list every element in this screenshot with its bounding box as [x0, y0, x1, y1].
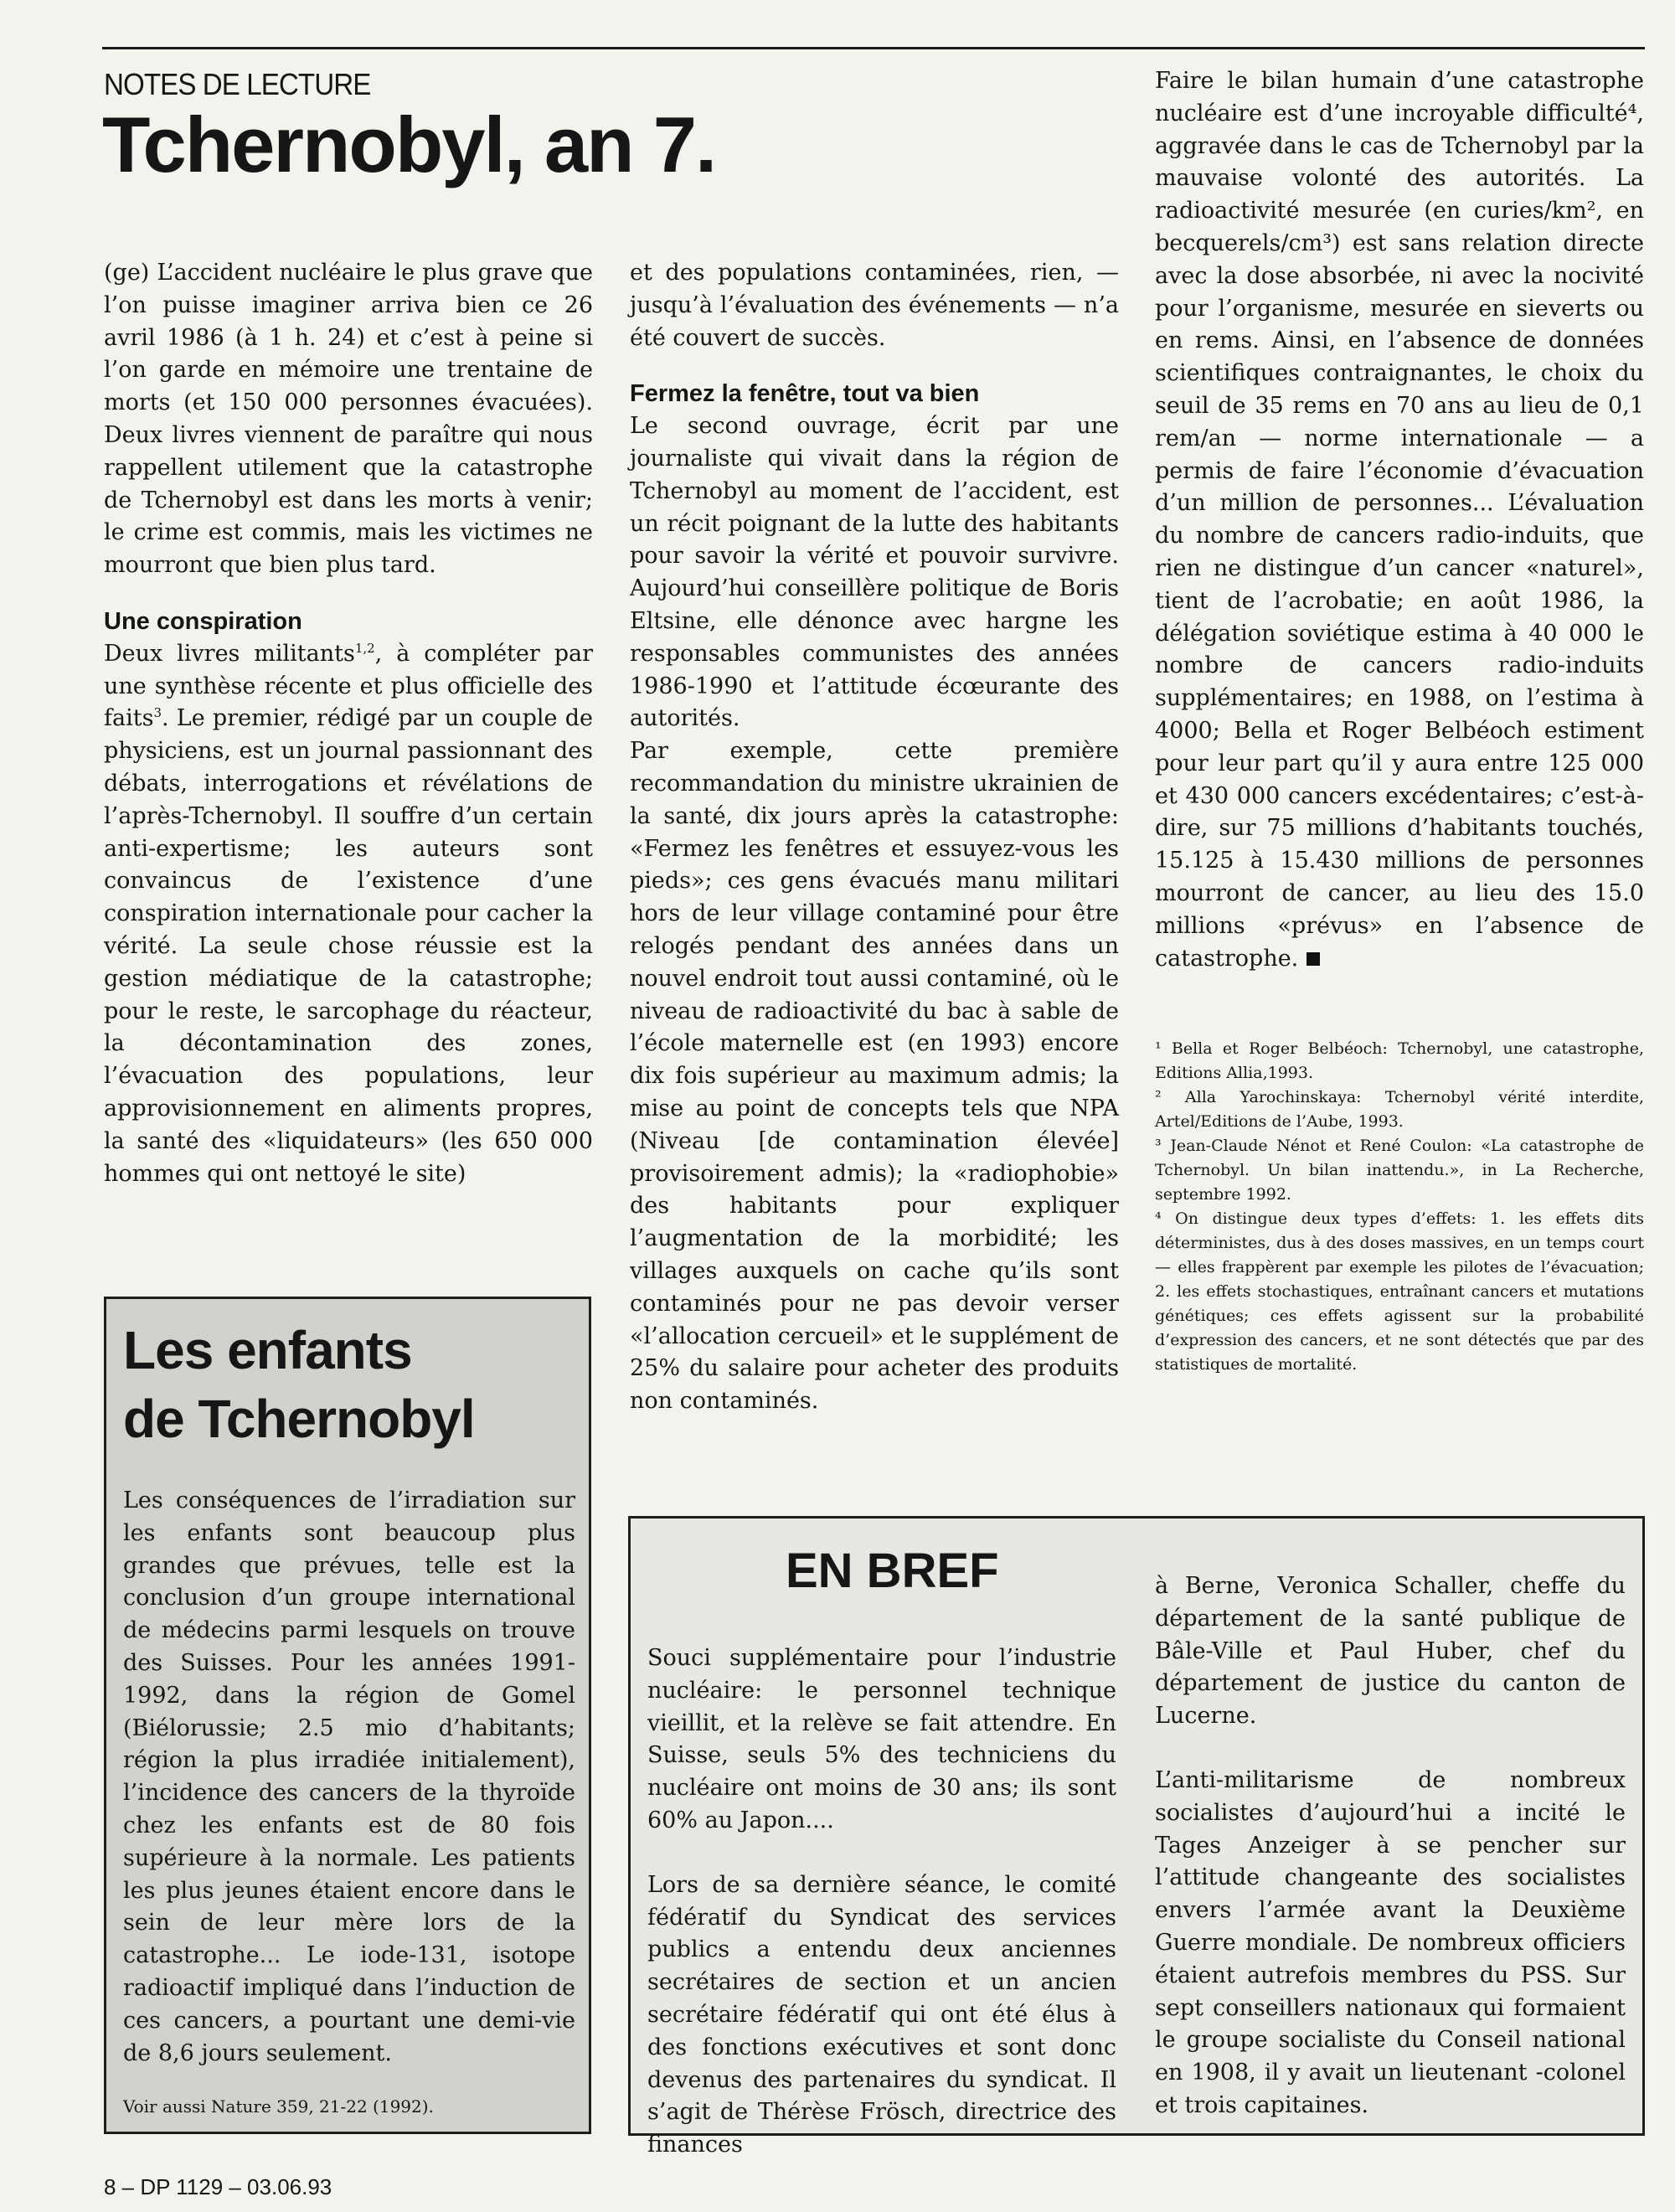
subheading-fenetre: Fermez la fenêtre, tout va bien — [630, 380, 980, 408]
article-column-1 — [104, 257, 593, 1190]
bilan-paragraph: Faire le bilan humain d’une catastrophe nucléaire est d’une incroyable difficulté⁴, aggravée dans le cas de Tchernobyl par la mauvaise volonté des autorités. La radioactivité mesurée (en curies/km², en becquerels/cm³) est sans relation directe avec la dose absorbée, ni avec la nocivité pour l’organisme, mesurée en sieverts ou en rems. Ainsi, en l’absence de données scientifiques contraignantes, le choix du seuil de 35 rems en 70 ans au lieu de 0,1 rem/an — norme internationale — a permis de faire l’économie d’évacuation d’un million de personnes... L’évaluation du nombre de cancers radio-induits, que rien ne distingue d’un cancer «naturel», tient de l’acrobatie; en août 1986, la délégation soviétique estima à 40 000 le nombre de cancers radio-induits supplémentaires; en 1988, on l’estima à 4000; Bella et Roger Belbéoch estiment pour leur part qu’il y aura entre 125 000 et 430 000 cancers excédentaires; c’est-à-dire, sur 75 millions d’habitants touchés, 15.125 à 15.430 millions de personnes mourront de cancer, au lieu des 15.0 millions «prévus» en l’absence de catastrophe. — [1155, 68, 1644, 972]
sidebar-title: Les enfants de Tchernobyl — [123, 1320, 475, 1449]
end-mark-icon — [1306, 952, 1320, 966]
brief-item-antimilitarisme: L’anti-militarisme de nombreux socialistes d’aujourd’hui a incité le Tages Anzeiger à se pencher sur l’attitude changeante des socialistes envers l’armée avant la Deuxième Guerre mondiale. De nombreux officiers étaient autrefois membres du PSS. Sur sept conseillers nationaux qui formaient le groupe socialiste du Conseil national en 1908, il y avait un lieutenant -colonel et trois capitaines. — [1155, 1766, 1626, 2118]
footnote-ref: 3 — [153, 705, 162, 721]
top-rule — [102, 47, 1645, 49]
article-title: Tchernobyl, an 7. — [102, 101, 716, 188]
intro-paragraph: (ge) L’accident nucléaire le plus grave que l’on puisse imaginer arriva bien ce 26 avril 1986 (à 1 h. 24) et c’est à peine si l’on garde en mémoire une trentaine de morts (et 150 000 personnes évacuées). Deux livres viennent de paraître qui nous rappellent utilement que la catastrophe de Tchernobyl est dans les morts à venir; le crime est commis, mais les victimes ne mourront que bien plus tard. — [104, 260, 593, 579]
sidebar-box-enfants — [104, 1297, 591, 2134]
footnote-ref: 1,2 — [354, 640, 375, 656]
example-paragraph: Par exemple, cette première recommandation du ministre ukrainien de la santé, dix jours après la catastrophe: «Fermez les fenêtres et essuyez-vous les pieds»; ces gens évacués manu militari hors de leur village contaminé pour être relogés pendant des années dans un nouvel endroit tout aussi contaminé, où le niveau de radioactivité du bac à sable de l’école maternelle est (en 1993) encore dix fois supérieur au maximum admis; la mise au point de concepts tels que NPA (Niveau [de contamination élevée] provisoirement admis); la «radiophobie» des habitants pour expliquer l’augmentation de la morbidité; les villages auxquels on cache qu’ils sont contaminés pour ne pas devoir verser «l’allocation cercueil» et le supplément de 25% du salaire pour acheter des produits non contaminés. — [630, 738, 1119, 1415]
brief-item-syndicat-cont: à Berne, Veronica Schaller, cheffe du département de la santé publique de Bâle-Ville et Paul Huber, chef du département de justice du canton de Lucerne. — [1155, 1573, 1626, 1730]
footnote-4: ⁴ On distingue deux types d’effets: 1. les effets dits déterministes, dus à des doses massives, en un temps court — elles frappèrent par exemple les pilotes de l’évacuation; 2. les effets stochastiques, entraînant cancers et mutations génétiques; ces effets agissent sur la probabilité d’expression des cancers, et ne sont détectés que par des statistiques de mortalité. — [1155, 1209, 1644, 1374]
footnotes — [1155, 1037, 1644, 1377]
conspiration-paragraph: Deux livres militants$^{1,2}$, à compléter par une synthèse récente et plus officielle des faits$^3$. Le premier, rédigé par un couple de physiciens, est un journal passionnant des débats, interrogations et révélations de l’après-Tchernobyl. Il souffre d’un certain anti-expertisme; les auteurs sont convaincus de l’existence d’une conspiration internationale pour cacher la vérité. La seule chose réussie est la gestion médiatique de la catastrophe; pour le reste, le sarcophage du réacteur, la décontamination des zones, l’évacuation des populations, leur approvisionnement en aliments propres, la santé des «liquidateurs» (les 650 000 hommes qui ont nettoyé le site) — [104, 640, 593, 1187]
en-bref-column-1 — [647, 1642, 1116, 2162]
footnote-3: ³ Jean-Claude Nénot et René Coulon: «La catastrophe de Tchernobyl. Un bilan inattendu.», in La Recherche, septembre 1992. — [1155, 1137, 1644, 1204]
subheading-conspiration: Une conspiration — [104, 607, 302, 635]
footnote-2: ² Alla Yarochinskaya: Tchernobyl vérité interdite, Artel/Editions de l’Aube, 1993. — [1155, 1088, 1644, 1131]
article-column-2 — [630, 257, 1119, 1418]
brief-item-syndicat: Lors de sa dernière séance, le comité fédératif du Syndicat des services publics a entendu deux anciennes secrétaires de section et un ancien secrétaire fédératif qui ont été élus à des fonctions exécutives et sont donc devenus des partenaires du syndicat. Il s’agit de Thérèse Frösch, directrice des finances — [647, 1871, 1116, 2158]
en-bref-column-2 — [1155, 1570, 1626, 2122]
en-bref-title: EN BREF — [786, 1544, 999, 1598]
footnote-1: ¹ Bella et Roger Belbéoch: Tchernobyl, une catastrophe, Editions Allia,1993. — [1155, 1039, 1644, 1082]
en-bref-box — [628, 1516, 1645, 2158]
section-rubric: NOTES DE LECTURE — [104, 67, 371, 101]
sidebar-body: Les conséquences de l’irradiation sur les enfants sont beaucoup plus grandes que prévues, telle est la conclusion d’un groupe international de médecins parmi lesquels on trouve des Suisses. Pour les années 1991-1992, dans la région de Gomel (Biélorussie; 2.5 mio d’habitants; région la plus irradiée initialement), l’incidence des cancers de la thyroïde chez les enfants est de 80 fois supérieure à la normale. Les patients les plus jeunes étaient encore dans le sein de leur mère lors de la catastrophe... Le iode-131, isotope radioactif impliqué dans l’induction de ces cancers, a pourtant une demi-vie de 8,6 jours seulement. — [123, 1488, 575, 2066]
brief-item-nucleaire: Souci supplémentaire pour l’industrie nucléaire: le personnel technique vieillit, et la relève se fait attendre. En Suisse, seuls 5% des techniciens du nucléaire ont moins de 30 ans; ils sont 60% au Japon.... — [647, 1645, 1116, 1833]
sidebar-reference: Voir aussi Nature 359, 21-22 (1992). — [123, 2096, 434, 2117]
page-footer: 8 – DP 1129 – 03.06.93 — [104, 2174, 332, 2199]
continuation-paragraph: et des populations contaminées, rien, — jusqu’à l’évaluation des événements — n’a été couvert de succès. — [630, 260, 1119, 351]
second-book-paragraph: Le second ouvrage, écrit par une journaliste qui vivait dans la région de Tchernobyl au moment de l’accident, est un récit poignant de la lutte des habitants pour savoir la vérité et pouvoir survivre. Aujourd’hui conseillère politique de Boris Eltsine, elle dénonce avec hargne les responsables communistes des années 1986-1990 et l’attitude écœurante des autorités. — [630, 413, 1119, 732]
article-column-3 — [1155, 65, 1644, 975]
